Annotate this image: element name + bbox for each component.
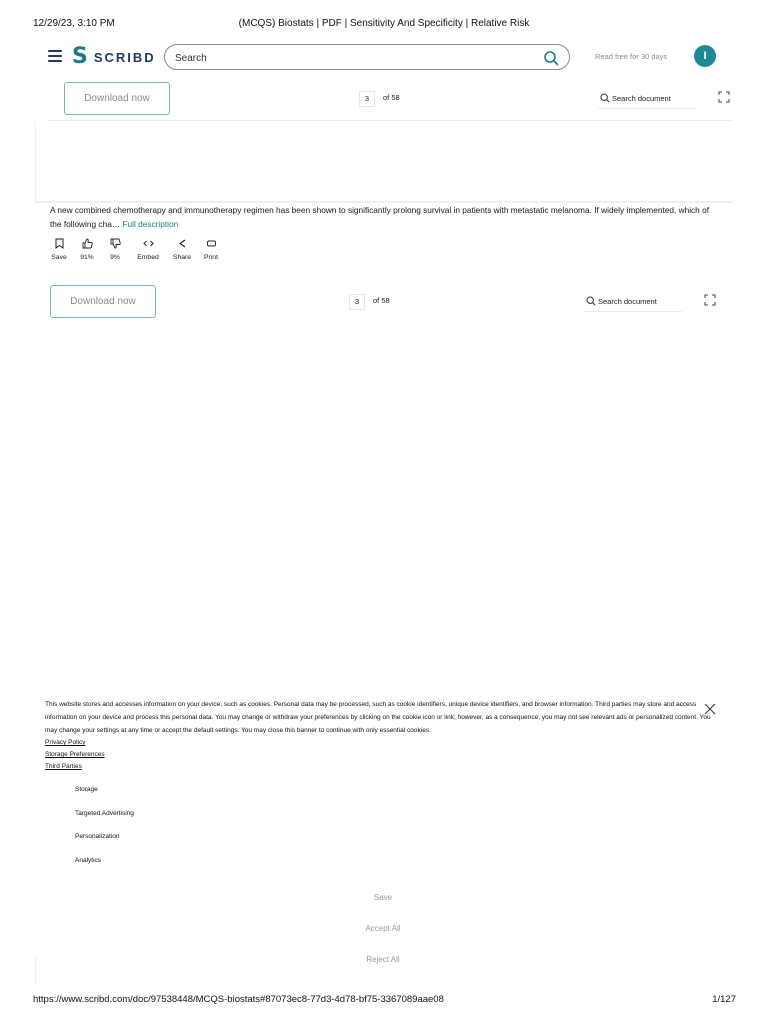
- print-url: https://www.scribd.com/doc/97538448/MCQS-biostats#87073ec8-77d3-4d78-bf75-3367089aae08: [33, 994, 444, 1005]
- share-icon: [177, 238, 188, 249]
- upvote-percentage: 91%: [80, 254, 94, 261]
- search-document-placeholder: Search document: [598, 297, 657, 306]
- privacy-policy-link[interactable]: Privacy Policy: [45, 739, 86, 746]
- print-footer: [0, 994, 768, 1008]
- accept-all-button[interactable]: Accept All: [320, 924, 446, 933]
- print-label: Print: [204, 254, 218, 261]
- close-icon[interactable]: [704, 703, 716, 715]
- cookie-notice-text: This website stores and accesses information on your device, such as cookies. Personal data may be processed, such as cookie identifiers, unique device identifiers, and browser information. Third parties may store and access information on your device and process this personal data. You may change or withdraw your preferences by clicking on the cookie icon or link; however, as a consequence, you may not see relevant ads or personalized content. You may change your settings at any time or accept the default settings. You may close this banner to continue with only essential cookies.: [45, 701, 711, 734]
- cookie-category-storage[interactable]: Storage: [75, 786, 98, 793]
- third-parties-link[interactable]: Third Parties: [45, 763, 82, 770]
- thumbs-up-icon: [82, 238, 93, 249]
- fullscreen-expand-icon[interactable]: [718, 91, 730, 103]
- search-document-placeholder: Search document: [612, 94, 671, 103]
- search-input[interactable]: [175, 51, 535, 65]
- share-action[interactable]: [170, 238, 194, 261]
- print-datetime: 12/29/23, 3:10 PM: [33, 18, 115, 29]
- document-toolbar-bottom: [50, 285, 720, 319]
- cookie-category-personalization[interactable]: Personalization: [75, 833, 120, 840]
- search-document-field[interactable]: [598, 89, 696, 109]
- scribd-logo[interactable]: [72, 46, 156, 68]
- thumbs-down-icon: [110, 238, 121, 249]
- document-frame-edge: [35, 122, 36, 202]
- total-pages-label: of 58: [383, 93, 400, 102]
- top-navigation-bar: [48, 42, 738, 72]
- code-embed-icon: [143, 238, 154, 249]
- hamburger-menu-icon[interactable]: [48, 50, 62, 62]
- search-icon: [586, 296, 596, 306]
- search-icon[interactable]: [543, 50, 559, 66]
- share-label: Share: [172, 254, 192, 261]
- site-search-box[interactable]: [164, 44, 570, 70]
- toolbar-divider: [48, 120, 732, 121]
- cookie-save-button[interactable]: Save: [320, 893, 446, 902]
- cookie-category-targeted-advertising[interactable]: Targeted Advertising: [75, 810, 134, 817]
- banner-edge: [35, 955, 36, 985]
- download-now-button[interactable]: Download now: [50, 285, 156, 318]
- upvote-action[interactable]: [76, 238, 98, 261]
- user-avatar[interactable]: I: [694, 45, 716, 67]
- total-pages-label: of 58: [373, 296, 390, 305]
- printer-icon: [206, 238, 217, 249]
- save-label: Save: [51, 254, 67, 261]
- embed-action[interactable]: [133, 238, 163, 261]
- storage-preferences-link[interactable]: Storage Preferences: [45, 751, 105, 758]
- print-action[interactable]: [200, 238, 222, 261]
- scribd-s-icon: S: [72, 44, 88, 69]
- current-page-input[interactable]: 3: [349, 294, 365, 310]
- cookie-consent-banner: [45, 698, 725, 773]
- description-text: A new combined chemotherapy and immunotherapy regimen has been shown to significantly prolong survival in patients with metastatic melanoma. If widely implemented, which of the following cha…: [50, 205, 710, 229]
- print-header: [0, 18, 768, 32]
- save-action[interactable]: [48, 238, 70, 261]
- read-free-link[interactable]: Read free for 30 days: [595, 52, 668, 61]
- download-now-button[interactable]: Download now: [64, 82, 170, 115]
- reject-all-button[interactable]: Reject All: [320, 955, 446, 964]
- print-page-title: (MCQS) Biostats | PDF | Sensitivity And Specificity | Relative Risk: [238, 18, 530, 29]
- logo-text: SCRIBD: [93, 49, 156, 65]
- downvote-action[interactable]: [104, 238, 126, 261]
- bookmark-icon: [55, 238, 64, 249]
- search-icon: [600, 93, 610, 103]
- current-page-input[interactable]: 3: [359, 91, 375, 107]
- cookie-category-analytics[interactable]: Analytics: [75, 857, 102, 864]
- document-toolbar-top: [64, 82, 734, 116]
- search-document-field[interactable]: [584, 292, 682, 312]
- downvote-percentage: 9%: [110, 254, 120, 261]
- fullscreen-expand-icon[interactable]: [704, 294, 716, 306]
- print-page-indicator: 1/127: [712, 994, 736, 1005]
- embed-label: Embed: [137, 254, 159, 261]
- document-description: [50, 203, 720, 231]
- full-description-link[interactable]: Full description: [122, 219, 179, 229]
